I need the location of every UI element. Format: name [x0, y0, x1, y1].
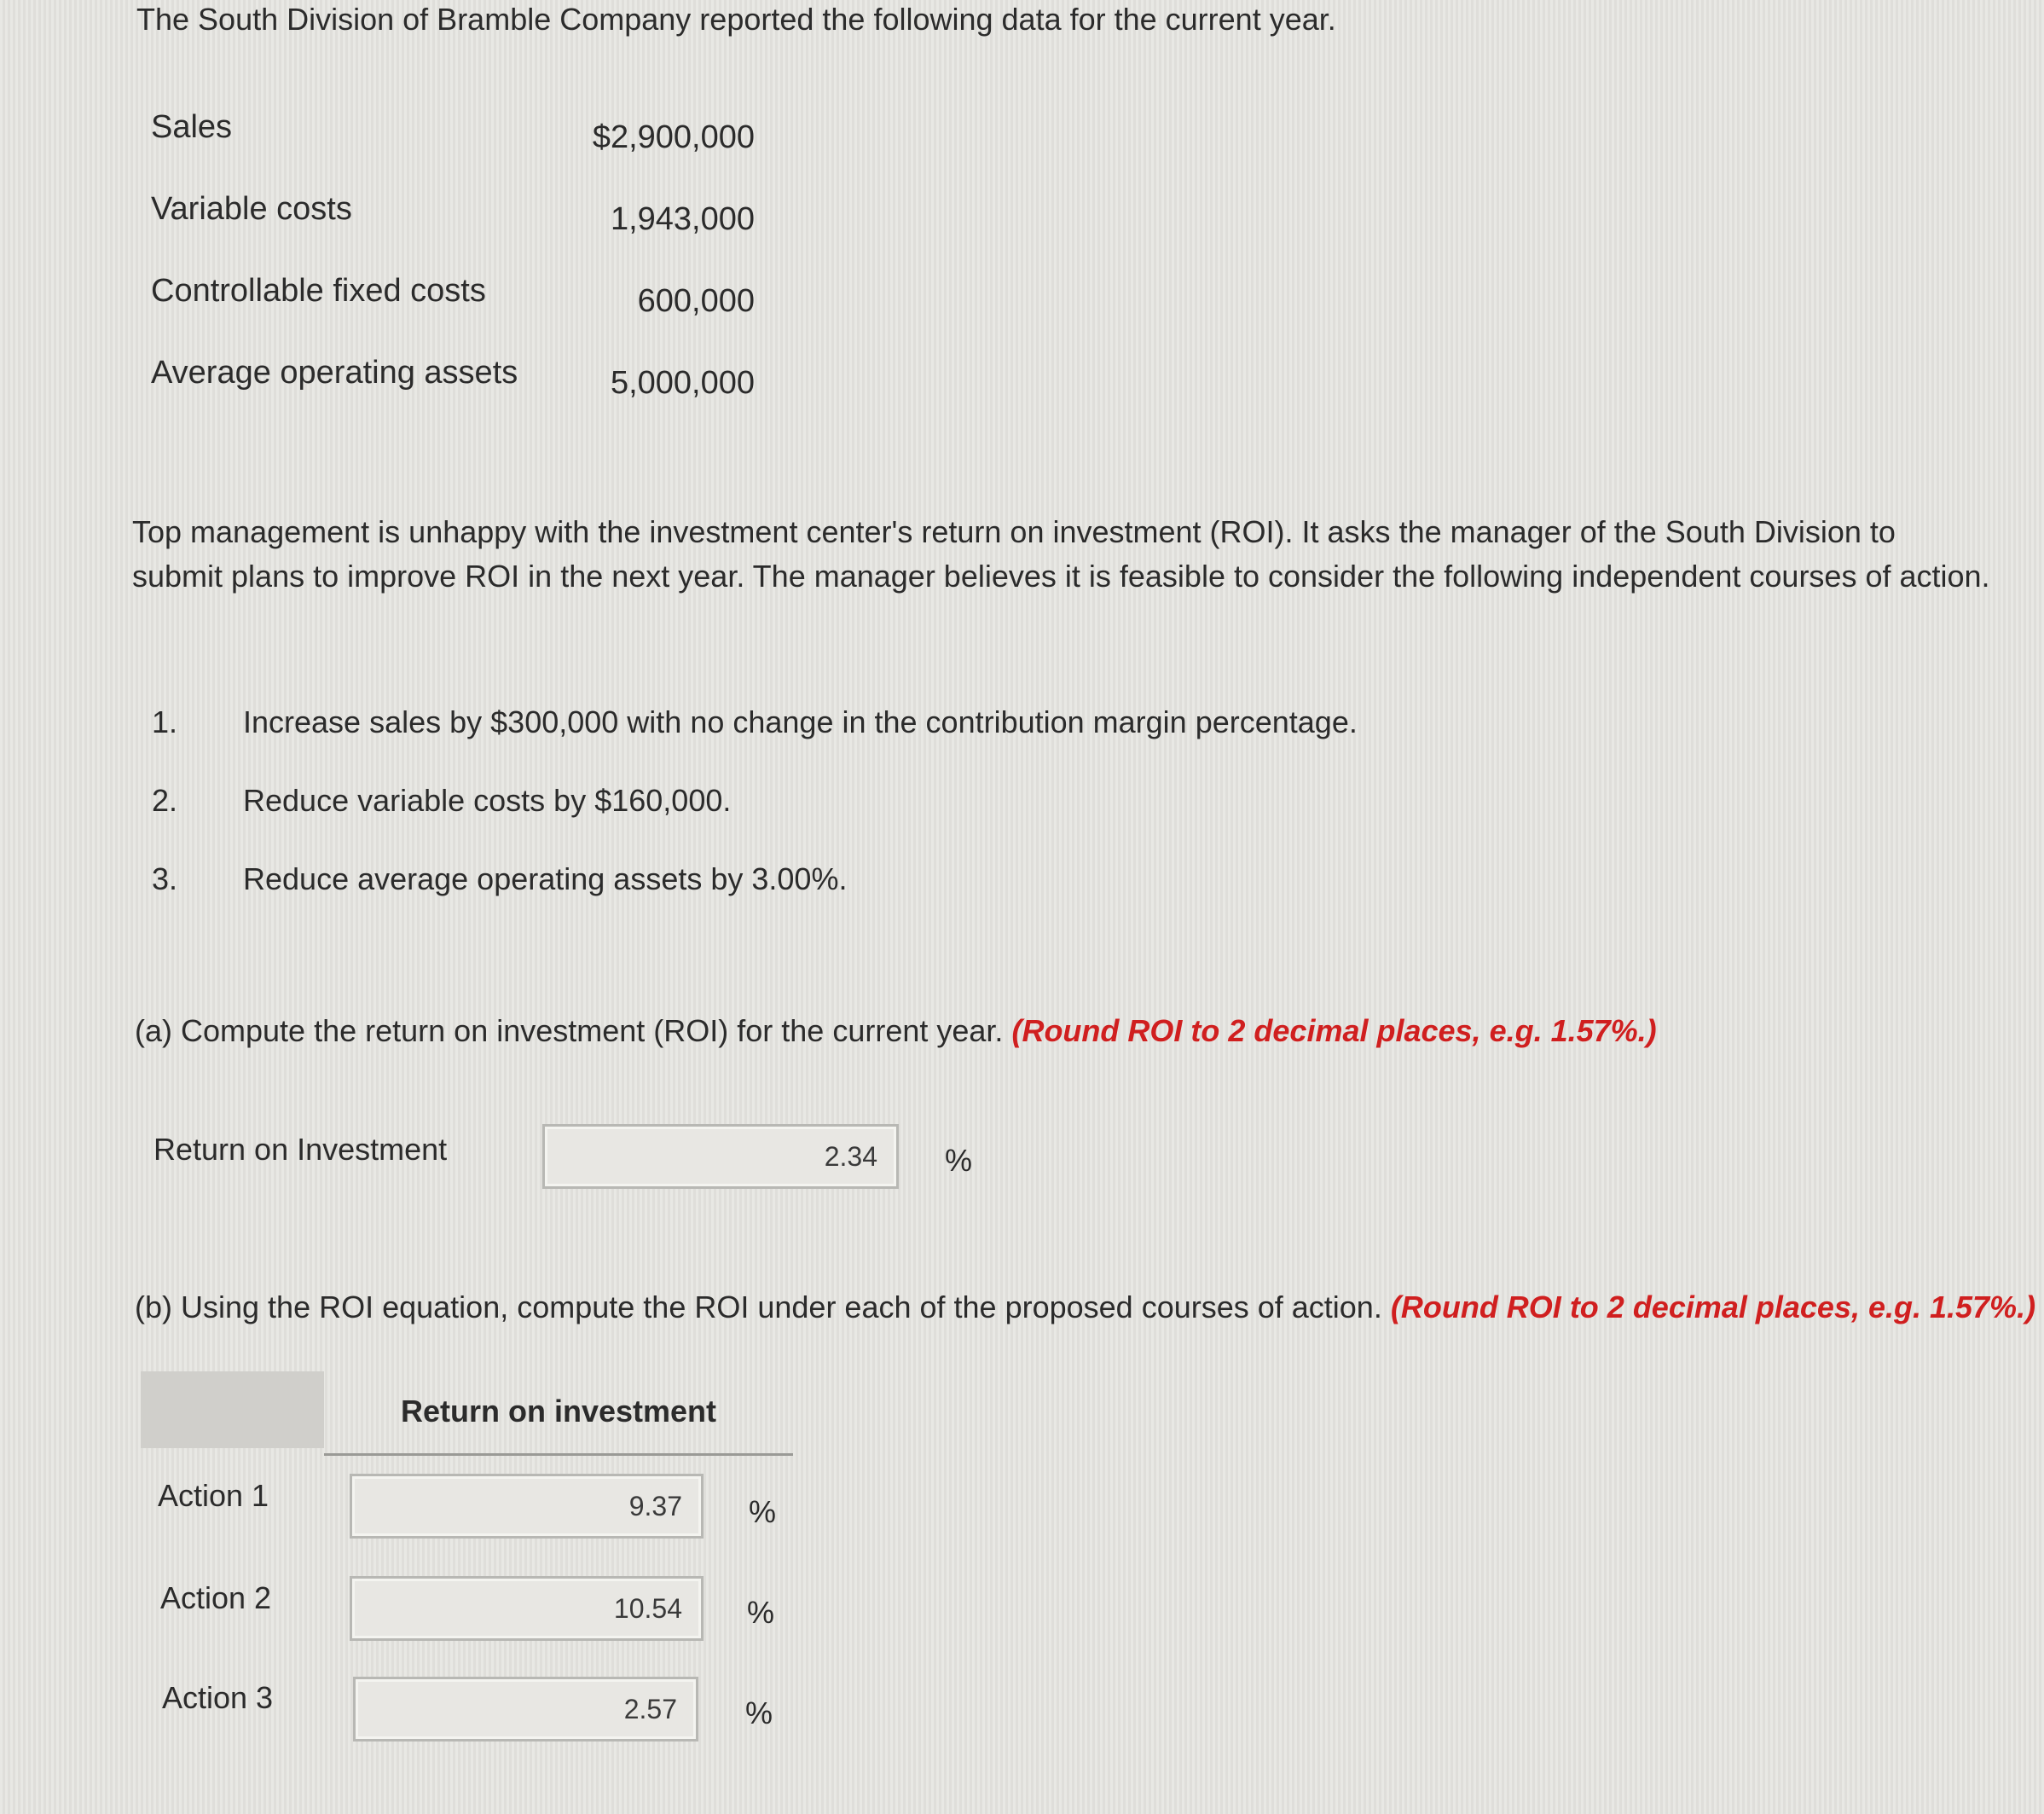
percent-unit: %: [749, 1494, 777, 1529]
data-row-controllable-fixed-costs: [149, 266, 763, 348]
roi-input[interactable]: [542, 1124, 899, 1189]
action-3-roi-input[interactable]: [353, 1677, 698, 1742]
roi-input-value: 2.34: [824, 1141, 877, 1172]
data-row-average-operating-assets: [149, 348, 763, 430]
action-1-roi-input[interactable]: [350, 1474, 704, 1539]
data-value: 5,000,000: [610, 365, 755, 401]
action-3-roi-value: 2.57: [623, 1694, 677, 1724]
list-item: [145, 776, 1509, 855]
action-1-roi-value: 9.37: [628, 1491, 682, 1521]
data-value: 600,000: [637, 283, 755, 319]
list-number: 1.: [152, 704, 178, 739]
intro-text: The South Division of Bramble Company reported the following data for the current year.: [136, 2, 1336, 37]
action-list: [145, 698, 1509, 933]
column-header-text: Return on investment: [400, 1394, 717, 1429]
data-label: Controllable fixed costs: [151, 273, 486, 309]
list-text: Increase sales by $300,000 with no change in the contribution margin percentage.: [243, 704, 1358, 739]
action-2-roi-input[interactable]: [350, 1576, 704, 1641]
data-value: $2,900,000: [592, 119, 755, 155]
part-a-question-text: (a) Compute the return on investment (ROI) for the current year.: [135, 1013, 1004, 1048]
action-2-roi-value: 10.54: [613, 1593, 682, 1624]
percent-unit: %: [945, 1143, 973, 1178]
percent-unit: %: [745, 1695, 773, 1730]
data-row-variable-costs: [149, 184, 763, 266]
part-b-question: [135, 1290, 2035, 1325]
data-label: Average operating assets: [151, 355, 518, 391]
list-number: 2.: [152, 783, 178, 818]
data-table: [149, 102, 763, 430]
part-b-hint: (Round ROI to 2 decimal places, e.g. 1.57%.): [1390, 1290, 2036, 1324]
data-label: Sales: [151, 109, 233, 145]
list-item: [145, 698, 1509, 776]
problem-paragraph: Top management is unhappy with the investment center's return on investment (ROI). It asks the manager of the South Division to submit plans to improve ROI in the next year. The manager believes it is feasible to consider the following independent courses of action.: [132, 514, 1990, 594]
list-number: 3.: [152, 861, 178, 896]
part-a-hint: (Round ROI to 2 decimal places, e.g. 1.57%.): [1011, 1013, 1657, 1048]
percent-unit: %: [747, 1595, 775, 1630]
part-a-question: [135, 1013, 1657, 1049]
data-value: 1,943,000: [610, 201, 755, 237]
action-2-label: Action 2: [160, 1580, 272, 1615]
roi-label: Return on Investment: [153, 1132, 448, 1167]
data-label: Variable costs: [151, 191, 352, 227]
action-3-label: Action 3: [162, 1680, 274, 1715]
list-item: [145, 855, 1509, 933]
part-b-question-text: (b) Using the ROI equation, compute the ROI under each of the proposed courses of action.: [135, 1290, 1382, 1324]
action-1-label: Action 1: [158, 1478, 269, 1513]
table-column-header: [324, 1383, 793, 1456]
list-text: Reduce average operating assets by 3.00%.: [243, 861, 848, 896]
list-text: Reduce variable costs by $160,000.: [243, 783, 732, 818]
table-header-spacer: [141, 1371, 324, 1448]
data-row-sales: [149, 102, 763, 184]
